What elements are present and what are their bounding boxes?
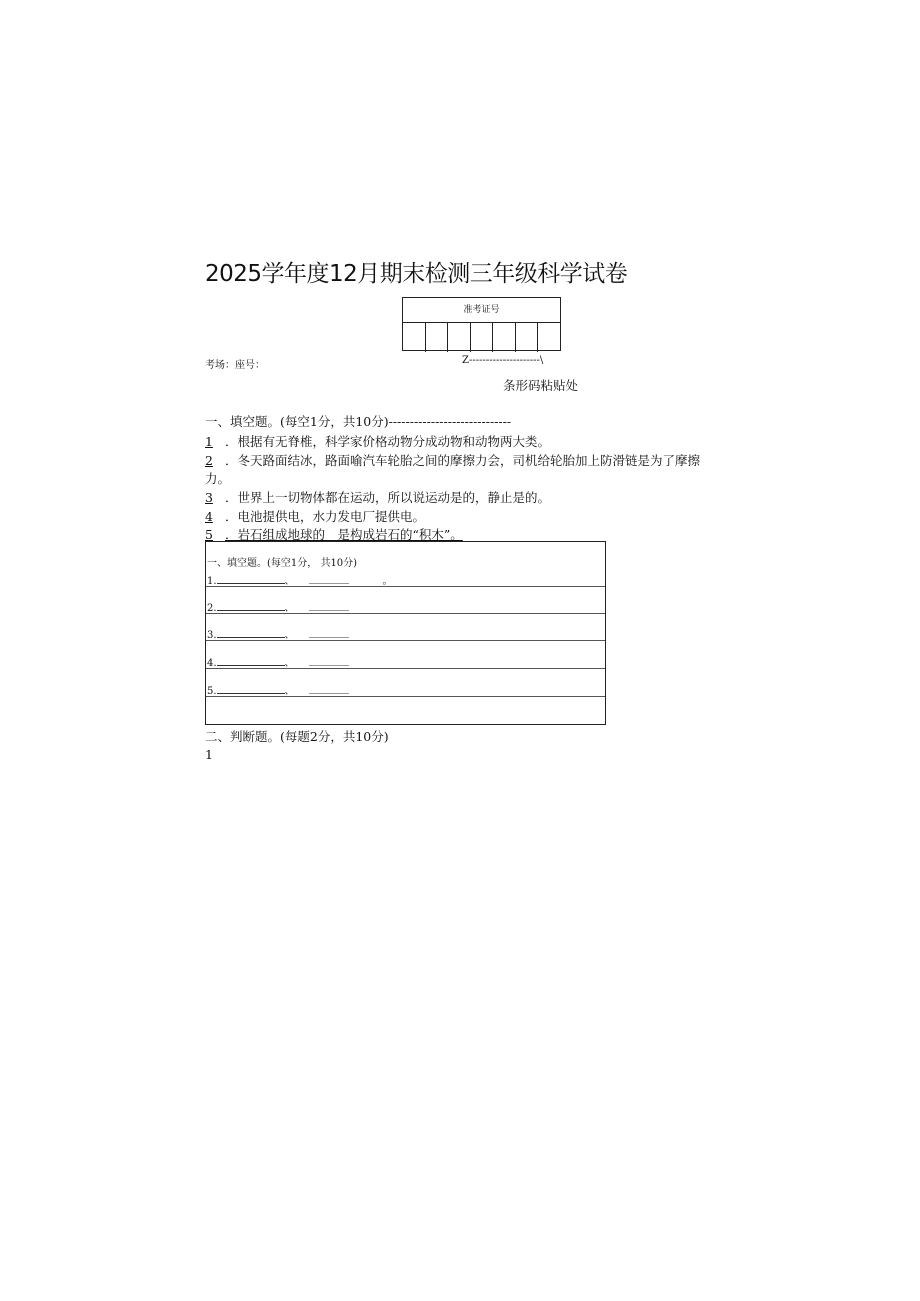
question-text: ．根据有无脊椎，科学家价格动物分成动物和动物两大类。 bbox=[225, 434, 551, 449]
question-number: 5 bbox=[205, 527, 213, 542]
answer-blank[interactable] bbox=[309, 627, 349, 638]
answer-label: 5. bbox=[207, 686, 217, 697]
question-text: 力。 bbox=[205, 471, 231, 486]
question-text: ．电池提供电，水力发电厂提供电。 bbox=[225, 509, 426, 524]
id-cell[interactable] bbox=[493, 323, 516, 352]
question-text: ．岩石组成地球的__是构成岩石的“积木”。 bbox=[225, 527, 463, 542]
id-cell[interactable] bbox=[538, 323, 560, 352]
exam-id-label: 准考证号 bbox=[403, 298, 560, 323]
answer-separator: 、 bbox=[284, 658, 295, 669]
answer-blank[interactable] bbox=[309, 655, 349, 666]
answer-separator: 、 bbox=[284, 686, 295, 697]
question-3 bbox=[205, 488, 550, 506]
seat-label: 座号： bbox=[235, 360, 265, 371]
barcode-bracket: Z---------------------\ bbox=[462, 355, 544, 366]
answer-blank[interactable] bbox=[217, 573, 285, 584]
question-1 bbox=[205, 432, 550, 450]
exam-info bbox=[205, 356, 265, 371]
exam-room-label: 考场： bbox=[205, 360, 235, 371]
answer-blank[interactable] bbox=[217, 655, 285, 666]
answer-separator: 、 bbox=[284, 630, 295, 641]
question-number: 3 bbox=[205, 490, 213, 505]
section1-heading: 一、填空题。(每空1分，共10分)----------------------------- bbox=[205, 414, 512, 429]
section2-item-1: 1 bbox=[205, 747, 213, 762]
answer-row-5 bbox=[206, 669, 605, 697]
id-cell[interactable] bbox=[426, 323, 449, 352]
id-cell[interactable] bbox=[471, 323, 494, 352]
answer-blank[interactable] bbox=[309, 573, 349, 584]
section2-heading: 二、判断题。(每题2分，共10分) bbox=[205, 729, 389, 744]
question-2 bbox=[205, 451, 700, 469]
question-number: 1 bbox=[205, 434, 213, 449]
barcode-label: 条形码粘贴处 bbox=[503, 378, 579, 393]
id-cell[interactable] bbox=[448, 323, 471, 352]
answer-separator: 、 bbox=[284, 576, 295, 587]
answer-label: 4. bbox=[207, 658, 217, 669]
answer-sheet-heading: 一、填空题。(每空1分， 共10分) bbox=[207, 558, 358, 569]
question-number: 2 bbox=[205, 453, 213, 468]
answer-blank[interactable] bbox=[217, 627, 285, 638]
answer-row-4 bbox=[206, 641, 605, 669]
question-2-continued bbox=[205, 469, 230, 487]
answer-sheet bbox=[205, 541, 606, 725]
question-number: 4 bbox=[205, 509, 213, 524]
answer-row-3 bbox=[206, 614, 605, 641]
answer-separator: 、 bbox=[284, 603, 295, 614]
question-text: ．冬天路面结冰，路面喻汽车轮胎之间的摩擦力会，司机给轮胎加上防滑链是为了摩擦 bbox=[225, 453, 701, 468]
page-title: 2025学年度12月期末检测三年级科学试卷 bbox=[205, 261, 628, 287]
question-4 bbox=[205, 507, 425, 525]
id-cell[interactable] bbox=[403, 323, 426, 352]
answer-row-2 bbox=[206, 587, 605, 614]
answer-blank[interactable] bbox=[217, 600, 285, 611]
id-cell[interactable] bbox=[516, 323, 539, 352]
answer-row-1 bbox=[206, 542, 605, 587]
answer-end: 。 bbox=[382, 576, 393, 587]
answer-blank[interactable] bbox=[309, 600, 349, 611]
answer-label: 3. bbox=[207, 630, 217, 641]
question-text: ．世界上一切物体都在运动，所以说运动是的，静止是的。 bbox=[225, 490, 551, 505]
answer-blank[interactable] bbox=[309, 683, 349, 694]
answer-label: 1. bbox=[207, 576, 217, 587]
exam-id-cells bbox=[403, 323, 560, 352]
answer-blank[interactable] bbox=[217, 683, 285, 694]
exam-id-box bbox=[402, 297, 561, 351]
answer-label: 2. bbox=[207, 603, 217, 614]
